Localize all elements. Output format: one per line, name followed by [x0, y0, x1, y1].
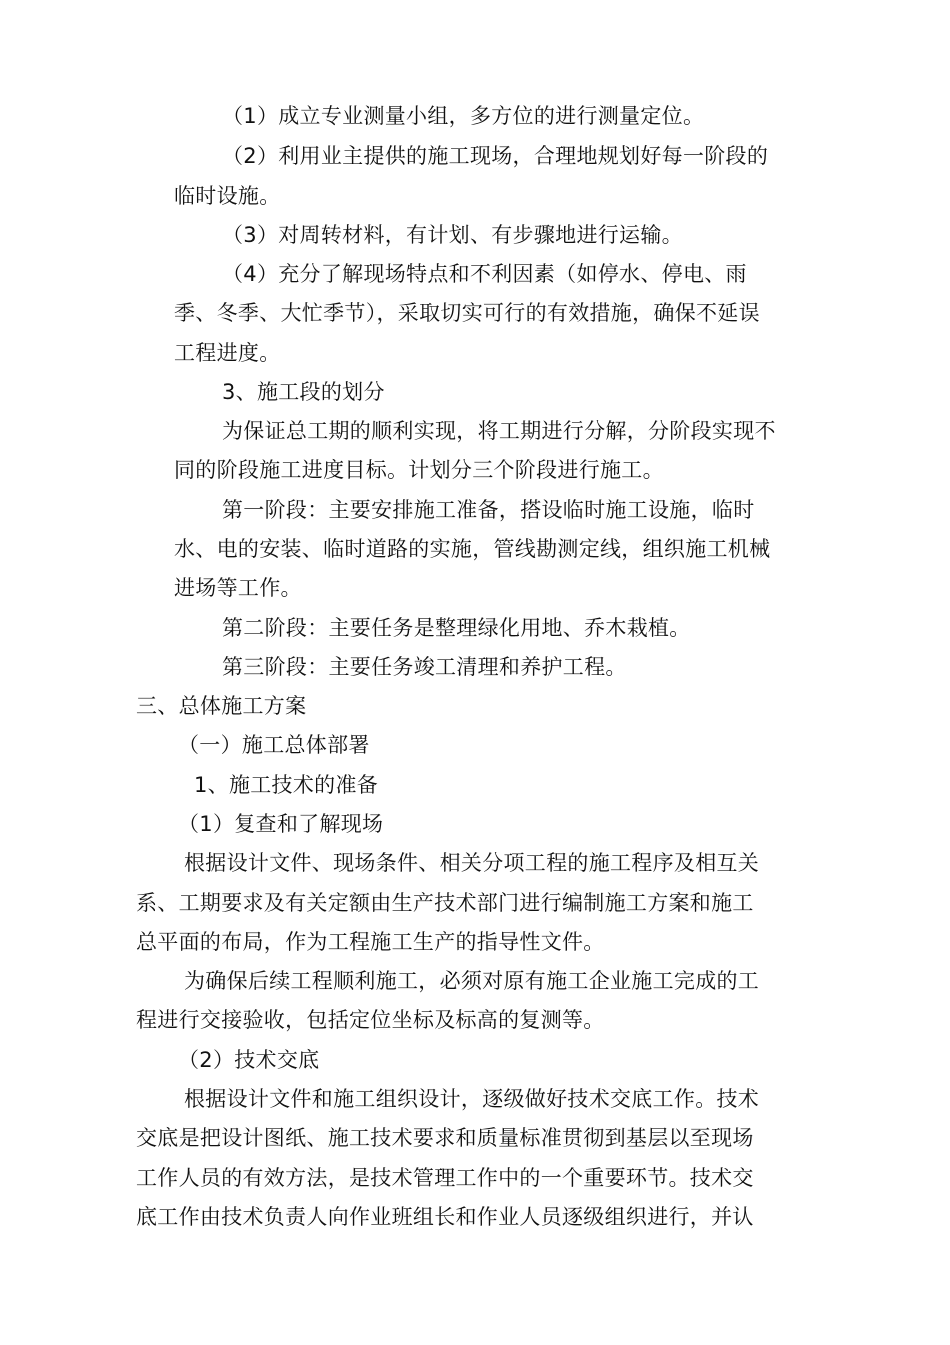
text-line: 同的阶段施工进度目标。计划分三个阶段进行施工。 [174, 458, 664, 482]
text-line: 工程进度。 [174, 341, 281, 365]
text-line: 第一阶段：主要安排施工准备，搭设临时施工设施，临时 [222, 498, 755, 522]
text-line: 工作人员的有效方法，是技术管理工作中的一个重要环节。技术交 [136, 1166, 754, 1190]
text-line: 根据设计文件和施工组织设计，逐级做好技术交底工作。技术 [184, 1087, 760, 1111]
text-line: 总平面的布局，作为工程施工生产的指导性文件。 [136, 930, 605, 954]
text-line: 进场等工作。 [174, 576, 302, 600]
text-line: 为保证总工期的顺利实现，将工期进行分解，分阶段实现不 [222, 419, 776, 443]
text-line: 临时设施。 [174, 184, 281, 208]
subsection-heading: 1、施工技术的准备 [194, 773, 379, 797]
chapter-heading: 三、总体施工方案 [136, 694, 307, 718]
text-line: 程进行交接验收，包括定位坐标及标高的复测等。 [136, 1008, 605, 1032]
text-line: 为确保后续工程顺利施工，必须对原有施工企业施工完成的工 [184, 969, 760, 993]
text-line: 水、电的安装、临时道路的实施，管线勘测定线，组织施工机械 [174, 537, 771, 561]
text-line: 底工作由技术负责人向作业班组长和作业人员逐级组织进行，并认 [136, 1205, 754, 1229]
text-line: 第二阶段：主要任务是整理绿化用地、乔木栽植。 [222, 616, 691, 640]
text-line: （4）充分了解现场特点和不利因素（如停水、停电、雨 [222, 262, 747, 286]
text-line: （2）利用业主提供的施工现场，合理地规划好每一阶段的 [222, 144, 769, 168]
text-line: 第三阶段：主要任务竣工清理和养护工程。 [222, 655, 627, 679]
text-line: 交底是把设计图纸、施工技术要求和质量标准贯彻到基层以至现场 [136, 1126, 754, 1150]
subsection-heading: （一）施工总体部署 [178, 733, 370, 757]
subsection-heading: （1）复查和了解现场 [178, 812, 384, 836]
text-line: 系、工期要求及有关定额由生产技术部门进行编制施工方案和施工 [136, 891, 754, 915]
section-heading: 3、施工段的划分 [222, 380, 385, 404]
subsection-heading: （2）技术交底 [178, 1048, 320, 1072]
text-line: （3）对周转材料，有计划、有步骤地进行运输。 [222, 223, 683, 247]
text-line: 季、冬季、大忙季节），采取切实可行的有效措施，确保不延误 [174, 301, 760, 325]
text-line: 根据设计文件、现场条件、相关分项工程的施工程序及相互关 [184, 851, 760, 875]
text-line: （1）成立专业测量小组，多方位的进行测量定位。 [222, 104, 705, 128]
